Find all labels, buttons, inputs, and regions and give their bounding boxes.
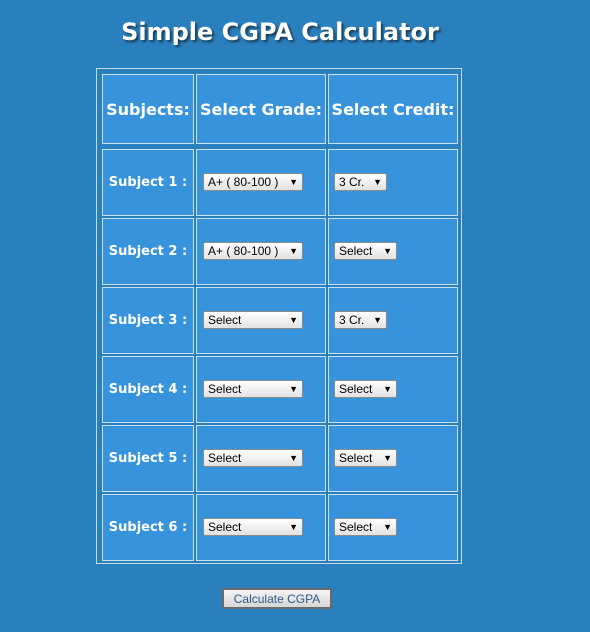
subject-2-grade-cell bbox=[196, 218, 326, 285]
page-title: Simple CGPA Calculator bbox=[121, 18, 439, 46]
subject-1-grade-select[interactable] bbox=[203, 173, 303, 191]
subject-2-label: Subject 2 : bbox=[102, 218, 194, 285]
subject-4-label: Subject 4 : bbox=[102, 356, 194, 423]
subject-6-grade-cell bbox=[196, 494, 326, 561]
subject-3-credit-cell bbox=[328, 287, 458, 354]
dropdown-arrow-icon: ▼ bbox=[383, 453, 392, 463]
subject-5-credit-select[interactable] bbox=[334, 449, 397, 467]
subject-6-label: Subject 6 : bbox=[102, 494, 194, 561]
subject-3-grade-cell bbox=[196, 287, 326, 354]
header-subjects: Subjects: bbox=[102, 74, 194, 144]
header-grade: Select Grade: bbox=[196, 74, 326, 144]
subject-4-credit-value: Select bbox=[339, 382, 373, 396]
subject-1-label: Subject 1 : bbox=[102, 149, 194, 216]
dropdown-arrow-icon: ▼ bbox=[289, 453, 298, 463]
subject-1-grade-value: A+ ( 80-100 ) bbox=[208, 175, 279, 189]
subject-2-grade-value: A+ ( 80-100 ) bbox=[208, 244, 279, 258]
dropdown-arrow-icon: ▼ bbox=[289, 246, 298, 256]
subject-6-credit-value: Select bbox=[339, 520, 373, 534]
subject-1-credit-cell bbox=[328, 149, 458, 216]
subject-2-credit-value: Select bbox=[339, 244, 373, 258]
subject-4-grade-value: Select bbox=[208, 382, 242, 396]
subject-4-grade-cell bbox=[196, 356, 326, 423]
subject-5-credit-cell bbox=[328, 425, 458, 492]
header-credit: Select Credit: bbox=[328, 74, 458, 144]
subject-6-credit-select[interactable] bbox=[334, 518, 397, 536]
subject-4-grade-select[interactable] bbox=[203, 380, 303, 398]
subject-6-grade-value: Select bbox=[208, 520, 242, 534]
calculate-cgpa-button[interactable]: Calculate CGPA bbox=[222, 588, 332, 609]
subject-2-credit-select[interactable] bbox=[334, 242, 397, 260]
subject-6-grade-select[interactable] bbox=[203, 518, 303, 536]
subject-4-credit-cell bbox=[328, 356, 458, 423]
dropdown-arrow-icon: ▼ bbox=[383, 522, 392, 532]
subject-1-credit-value: 3 Cr. bbox=[339, 175, 365, 189]
dropdown-arrow-icon: ▼ bbox=[289, 384, 298, 394]
dropdown-arrow-icon: ▼ bbox=[289, 315, 298, 325]
dropdown-arrow-icon: ▼ bbox=[383, 384, 392, 394]
subject-1-grade-cell bbox=[196, 149, 326, 216]
subject-4-credit-select[interactable] bbox=[334, 380, 397, 398]
subject-2-grade-select[interactable] bbox=[203, 242, 303, 260]
dropdown-arrow-icon: ▼ bbox=[289, 522, 298, 532]
subject-5-label: Subject 5 : bbox=[102, 425, 194, 492]
subject-3-label: Subject 3 : bbox=[102, 287, 194, 354]
subject-5-credit-value: Select bbox=[339, 451, 373, 465]
dropdown-arrow-icon: ▼ bbox=[289, 177, 298, 187]
subject-5-grade-value: Select bbox=[208, 451, 242, 465]
dropdown-arrow-icon: ▼ bbox=[383, 246, 392, 256]
subject-3-grade-select[interactable] bbox=[203, 311, 303, 329]
subject-5-grade-select[interactable] bbox=[203, 449, 303, 467]
subject-3-credit-select[interactable] bbox=[334, 311, 387, 329]
dropdown-arrow-icon: ▼ bbox=[373, 177, 382, 187]
dropdown-arrow-icon: ▼ bbox=[373, 315, 382, 325]
subject-2-credit-cell bbox=[328, 218, 458, 285]
subject-6-credit-cell bbox=[328, 494, 458, 561]
subject-5-grade-cell bbox=[196, 425, 326, 492]
subject-3-grade-value: Select bbox=[208, 313, 242, 327]
subject-3-credit-value: 3 Cr. bbox=[339, 313, 365, 327]
cgpa-table bbox=[96, 68, 462, 564]
subject-1-credit-select[interactable] bbox=[334, 173, 387, 191]
